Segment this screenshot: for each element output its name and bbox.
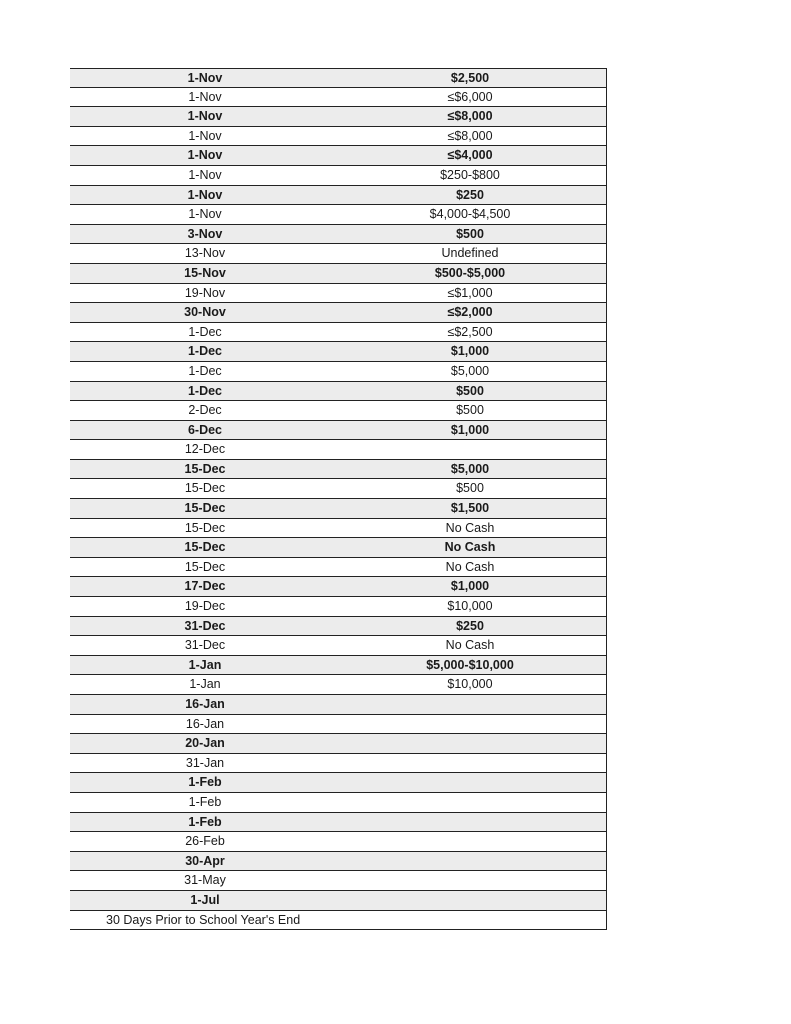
date-cell: 31-Dec [184,638,226,653]
amount-cell: $5,000-$10,000 [426,657,514,672]
table-row [70,656,607,676]
date-cell: 30-Apr [185,853,225,868]
date-cell: 15-Dec [184,559,226,574]
date-cell: 1-Jan [189,677,221,692]
date-cell: 1-Dec [188,363,222,378]
table-row [70,597,607,617]
date-cell: 20-Jan [185,736,225,751]
table-row [70,636,607,656]
amount-cell: $500 [456,481,484,496]
amount-cell: $5,000 [450,461,490,476]
date-cell: 1-Nov [188,167,222,182]
footer-note: 30 Days Prior to School Year's End [106,912,301,927]
date-cell: 19-Nov [184,285,226,300]
table-row [70,813,607,833]
table-row [70,675,607,695]
table-row [70,88,607,108]
table-row [70,754,607,774]
amount-cell: ≤$8,000 [447,109,493,124]
table-row [70,852,607,872]
amount-cell: $1,500 [450,501,490,516]
amount-cell: $10,000 [447,677,493,692]
table-row [70,558,607,578]
table-row [70,499,607,519]
date-cell: 15-Nov [184,265,226,280]
date-cell: 1-Dec [188,324,222,339]
amount-cell: ≤$8,000 [447,128,493,143]
amount-cell: ≤$2,000 [447,305,493,320]
table-row [70,734,607,754]
date-cell: 16-Jan [185,716,225,731]
amount-cell: ≤$6,000 [447,89,493,104]
date-cell: 26-Feb [185,834,225,849]
table-row [70,205,607,225]
amount-cell: $1,000 [450,422,490,437]
date-cell: 1-Nov [188,89,222,104]
table-row [70,362,607,382]
date-cell: 1-Nov [187,148,223,163]
date-cell: 1-Nov [187,71,223,85]
table-row [70,871,607,891]
amount-cell: $500 [456,403,484,418]
table-row [70,440,607,460]
date-cell: 15-Dec [184,520,226,535]
table-row [70,68,607,88]
amount-cell: $1,000 [450,579,490,594]
amount-cell: ≤$2,500 [447,324,493,339]
date-cell: 1-Jan [188,657,222,672]
table-row [70,244,607,264]
date-cell: 30-Nov [184,305,226,320]
table-row [70,793,607,813]
date-cell: 2-Dec [188,403,222,418]
amount-cell: Undefined [441,246,499,261]
date-cell: 31-May [184,873,226,888]
table-row [70,832,607,852]
table-row [70,342,607,362]
table-row [70,284,607,304]
amount-cell: $250-$800 [440,167,500,182]
date-cell: 13-Nov [184,246,226,261]
deadline-table [70,68,607,930]
table-row [70,421,607,441]
table-row [70,538,607,558]
amount-cell: No Cash [445,559,495,574]
date-cell: 31-Dec [184,618,226,633]
table-row [70,773,607,793]
table-row [70,127,607,147]
table-row [70,264,607,284]
date-cell: 3-Nov [187,226,223,241]
date-cell: 1-Nov [187,187,223,202]
date-cell: 15-Dec [184,540,226,555]
date-cell: 1-Feb [188,775,222,790]
amount-cell: $4,000-$4,500 [429,207,511,222]
table-row [70,107,607,127]
table-row [70,617,607,637]
date-cell: 1-Feb [188,794,222,809]
amount-cell: $2,500 [450,71,490,85]
table-row [70,186,607,206]
amount-cell: No Cash [445,638,495,653]
date-cell: 1-Dec [187,344,223,359]
table-row [70,225,607,245]
date-cell: 6-Dec [187,422,223,437]
amount-cell: $10,000 [447,599,493,614]
table-row [70,695,607,715]
date-cell: 1-Dec [187,383,223,398]
table-row [70,715,607,735]
amount-cell: No Cash [444,540,496,555]
date-cell: 15-Dec [184,461,226,476]
table-row [70,401,607,421]
date-cell: 1-Jul [190,892,220,907]
date-cell: 15-Dec [184,501,226,516]
table-row [70,146,607,166]
date-cell: 12-Dec [184,442,226,457]
amount-cell: $250 [456,618,484,633]
amount-cell: $250 [456,187,484,202]
table-row [70,577,607,597]
amount-cell: $500 [456,226,484,241]
amount-cell: $5,000 [450,363,490,378]
date-cell: 19-Dec [184,599,226,614]
amount-cell: No Cash [445,520,495,535]
table-row [70,303,607,323]
table-row [70,323,607,343]
table-row [70,382,607,402]
table-row [70,166,607,186]
amount-cell: $500 [456,383,484,398]
table-row [70,479,607,499]
footer-note-row [70,911,607,931]
date-cell: 16-Jan [185,697,225,711]
date-cell: 1-Nov [187,109,223,124]
amount-cell: $500-$5,000 [434,265,506,280]
date-cell: 1-Nov [188,207,222,222]
table-row [70,891,607,911]
date-cell: 31-Jan [185,755,225,770]
date-cell: 1-Nov [188,128,222,143]
amount-cell: ≤$1,000 [447,285,493,300]
amount-cell: ≤$4,000 [447,148,493,163]
table-row [70,519,607,539]
date-cell: 17-Dec [184,579,226,594]
amount-cell: $1,000 [450,344,490,359]
table-row [70,460,607,480]
date-cell: 1-Feb [188,814,222,829]
date-cell: 15-Dec [184,481,226,496]
